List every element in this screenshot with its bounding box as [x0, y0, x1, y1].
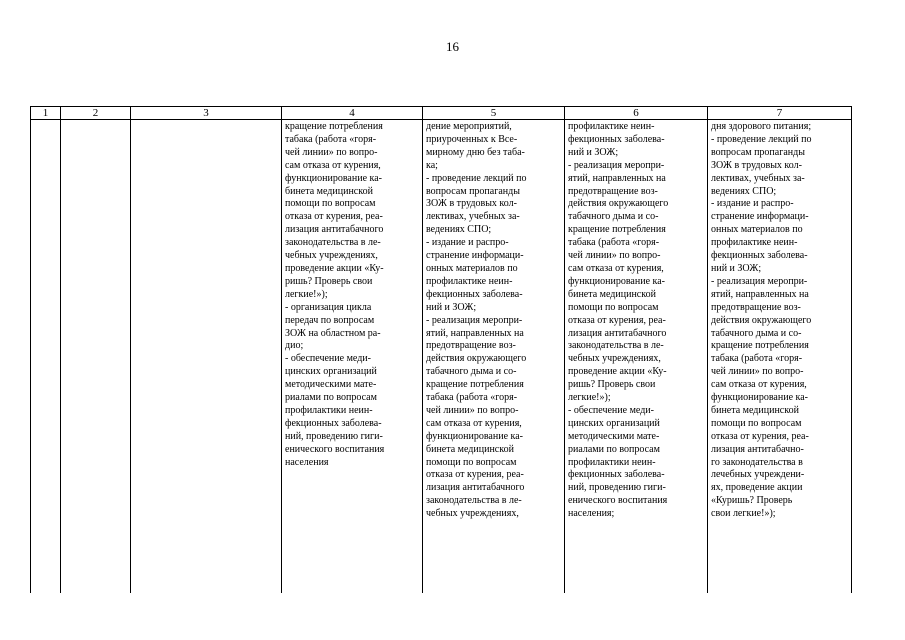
- cell-text-line: бинета медицинской: [711, 404, 799, 416]
- cell-text-line: ях, проведение акции: [711, 482, 803, 494]
- cell-column-2: [61, 120, 131, 594]
- cell-text-line: лективах, учебных за-: [711, 172, 805, 184]
- cell-text-line: чей линии» по вопро-: [711, 366, 804, 378]
- cell-text-line: населения;: [568, 508, 615, 520]
- cell-text-line: ришь? Проверь свои: [568, 379, 656, 391]
- cell-text-line: законодательства в ле-: [568, 340, 664, 352]
- cell-text-line: лечебных учреждени-: [711, 469, 805, 481]
- cell-text-line: онных материалов по: [711, 224, 803, 236]
- cell-text-line: - проведение лекций по: [426, 172, 527, 184]
- cell-text-line: цинских организаций: [568, 417, 660, 429]
- cell-text-line: помощи по вопросам: [285, 198, 376, 210]
- cell-text-line: ришь? Проверь свои: [285, 275, 373, 287]
- cell-text-line: ЗОЖ на областном ра-: [285, 327, 381, 339]
- cell-text-line: табака (работа «горя-: [711, 353, 803, 365]
- cell-text-line: странение информаци-: [426, 250, 524, 262]
- cell-text-line: дение мероприятий,: [426, 121, 512, 132]
- cell-text-line: отказа от курения, реа-: [285, 211, 383, 223]
- cell-text-line: лизация антитабачного: [568, 327, 667, 339]
- column-header-4: 4: [282, 107, 423, 120]
- cell-text-line: отказа от курения, реа-: [711, 430, 809, 442]
- cell-text-line: дня здорового питания;: [711, 121, 812, 132]
- cell-text-line: методическими мате-: [285, 379, 377, 391]
- cell-text-line: - обеспечение меди-: [568, 404, 654, 416]
- cell-column-3: [131, 120, 282, 594]
- cell-text-line: фекционных заболева-: [285, 417, 382, 429]
- cell-text-line: действия окружающего: [426, 353, 527, 365]
- cell-text-line: го законодательства в: [711, 456, 803, 468]
- cell-text-line: чебных учреждениях,: [285, 250, 378, 262]
- column-header-5: 5: [423, 107, 565, 120]
- cell-text-line: «Куришь? Проверь: [711, 495, 793, 507]
- cell-text-line: бинета медицинской: [568, 288, 656, 300]
- cell-text-line: ятий, направленных на: [568, 172, 666, 184]
- cell-column-4: [282, 120, 423, 594]
- cell-text-line: табака (работа «горя-: [285, 133, 377, 145]
- cell-text-line: ЗОЖ в трудовых кол-: [711, 159, 802, 171]
- cell-text-line: - издание и распро-: [426, 237, 509, 249]
- cell-text-line: помощи по вопросам: [711, 417, 802, 429]
- cell-text-line: предотвращение воз-: [568, 185, 658, 197]
- cell-column-1: [31, 120, 61, 594]
- cell-text-line: свои легкие!»);: [711, 508, 776, 520]
- cell-column-7: [708, 120, 852, 594]
- cell-text-line: фекционных заболева-: [426, 288, 523, 300]
- cell-text-line: ний, проведению гиги-: [568, 482, 666, 494]
- cell-text-line: законодательства в ле-: [285, 237, 381, 249]
- cell-text-line: профилактики неин-: [285, 404, 373, 416]
- cell-text-line: предотвращение воз-: [711, 301, 801, 313]
- cell-text-line: сам отказа от курения,: [568, 262, 664, 274]
- cell-text-line: - реализация меропри-: [426, 314, 523, 326]
- cell-text-line: предотвращение воз-: [426, 340, 516, 352]
- cell-text-line: профилактике неин-: [568, 121, 655, 132]
- column-header-2: 2: [61, 107, 131, 120]
- cell-text-line: лективах, учебных за-: [426, 211, 520, 223]
- cell-text-line: приуроченных к Все-: [426, 133, 518, 145]
- cell-text-line: профилактике неин-: [711, 237, 798, 249]
- cell-text-line: вопросам пропаганды: [711, 146, 805, 158]
- cell-text-line: ведениях СПО;: [426, 224, 492, 236]
- cell-text-line: методическими мате-: [568, 430, 660, 442]
- cell-text-line: проведение акции «Ку-: [285, 262, 384, 274]
- cell-text-line: лизация антитабачного: [285, 224, 384, 236]
- cell-text-line: риалами по вопросам: [568, 443, 660, 455]
- cell-text-line: ЗОЖ в трудовых кол-: [426, 198, 517, 210]
- cell-text-line: кращение потребления: [711, 340, 809, 352]
- cell-column-6: [565, 120, 708, 594]
- cell-text-line: цинских организаций: [285, 366, 377, 378]
- cell-text-line: отказа от курения, реа-: [426, 469, 524, 481]
- cell-text-line: функционирование ка-: [285, 172, 382, 184]
- cell-text-line: табака (работа «горя-: [568, 237, 660, 249]
- cell-text-line: дио;: [285, 340, 304, 352]
- cell-text-line: енического воспитания: [568, 495, 668, 507]
- cell-text-line: сам отказа от курения,: [426, 417, 522, 429]
- cell-text-line: мирному дню без таба-: [426, 146, 525, 158]
- cell-text-line: странение информаци-: [711, 211, 809, 223]
- cell-text-line: енического воспитания: [285, 443, 385, 455]
- cell-text-line: легкие!»);: [285, 288, 328, 300]
- cell-text-line: ведениях СПО;: [711, 185, 777, 197]
- cell-text-line: фекционных заболева-: [711, 250, 808, 262]
- cell-text-line: кращение потребления: [426, 379, 524, 391]
- cell-text-line: чей линии» по вопро-: [568, 250, 661, 262]
- document-table: [30, 106, 852, 593]
- cell-text-line: фекционных заболева-: [568, 133, 665, 145]
- cell-text-line: действия окружающего: [711, 314, 812, 326]
- cell-text-line: передач по вопросам: [285, 314, 375, 326]
- cell-text-line: ний и ЗОЖ;: [711, 262, 762, 274]
- cell-text-line: ний и ЗОЖ;: [568, 146, 619, 158]
- cell-text-line: легкие!»);: [568, 392, 611, 404]
- cell-text-line: отказа от курения, реа-: [568, 314, 666, 326]
- column-header-1: 1: [31, 107, 61, 120]
- cell-text-line: функционирование ка-: [711, 392, 808, 404]
- cell-text-line: профилактики неин-: [568, 456, 656, 468]
- cell-text-line: вопросам пропаганды: [426, 185, 520, 197]
- cell-text-line: кращение потребления: [568, 224, 666, 236]
- cell-text-line: чебных учреждениях,: [568, 353, 661, 365]
- cell-text-line: проведение акции «Ку-: [568, 366, 667, 378]
- column-header-3: 3: [131, 107, 282, 120]
- cell-text-line: ний и ЗОЖ;: [426, 301, 477, 313]
- cell-text-line: чебных учреждениях,: [426, 508, 519, 520]
- cell-text-line: - обеспечение меди-: [285, 353, 371, 365]
- page-number: 16: [446, 39, 459, 54]
- cell-text-line: табачного дыма и со-: [568, 211, 659, 223]
- cell-text-line: - издание и распро-: [711, 198, 794, 210]
- cell-text-line: функционирование ка-: [568, 275, 665, 287]
- cell-text-line: ний, проведению гиги-: [285, 430, 383, 442]
- table-row: [31, 120, 852, 594]
- cell-text-line: - проведение лекций по: [711, 133, 812, 145]
- cell-text-line: табачного дыма и со-: [426, 366, 517, 378]
- cell-text-line: - реализация меропри-: [711, 275, 808, 287]
- cell-text-line: лизация антитабачно-: [711, 443, 804, 455]
- cell-text-line: действия окружающего: [568, 198, 669, 210]
- cell-text-line: помощи по вопросам: [426, 456, 517, 468]
- cell-text-line: населения: [285, 456, 329, 468]
- cell-column-5: [423, 120, 565, 594]
- header-row: [31, 107, 852, 120]
- cell-text-line: - организация цикла: [285, 301, 372, 313]
- cell-text-line: помощи по вопросам: [568, 301, 659, 313]
- cell-text-line: - реализация меропри-: [568, 159, 665, 171]
- cell-text-line: онных материалов по: [426, 262, 518, 274]
- cell-text-line: функционирование ка-: [426, 430, 523, 442]
- cell-text-line: табака (работа «горя-: [426, 392, 518, 404]
- cell-text-line: фекционных заболева-: [568, 469, 665, 481]
- cell-text-line: бинета медицинской: [426, 443, 514, 455]
- cell-text-line: ка;: [426, 159, 438, 171]
- cell-text-line: риалами по вопросам: [285, 392, 377, 404]
- cell-text-line: табачного дыма и со-: [711, 327, 802, 339]
- column-header-7: 7: [708, 107, 852, 120]
- cell-text-line: профилактике неин-: [426, 275, 513, 287]
- column-header-6: 6: [565, 107, 708, 120]
- cell-text-line: кращение потребления: [285, 121, 383, 132]
- cell-text-line: чей линии» по вопро-: [285, 146, 378, 158]
- cell-text-line: чей линии» по вопро-: [426, 404, 519, 416]
- cell-text-line: бинета медицинской: [285, 185, 373, 197]
- cell-text-line: ятий, направленных на: [426, 327, 524, 339]
- cell-text-line: сам отказа от курения,: [285, 159, 381, 171]
- cell-text-line: лизация антитабачного: [426, 482, 525, 494]
- cell-text-line: сам отказа от курения,: [711, 379, 807, 391]
- cell-text-line: ятий, направленных на: [711, 288, 809, 300]
- cell-text-line: законодательства в ле-: [426, 495, 522, 507]
